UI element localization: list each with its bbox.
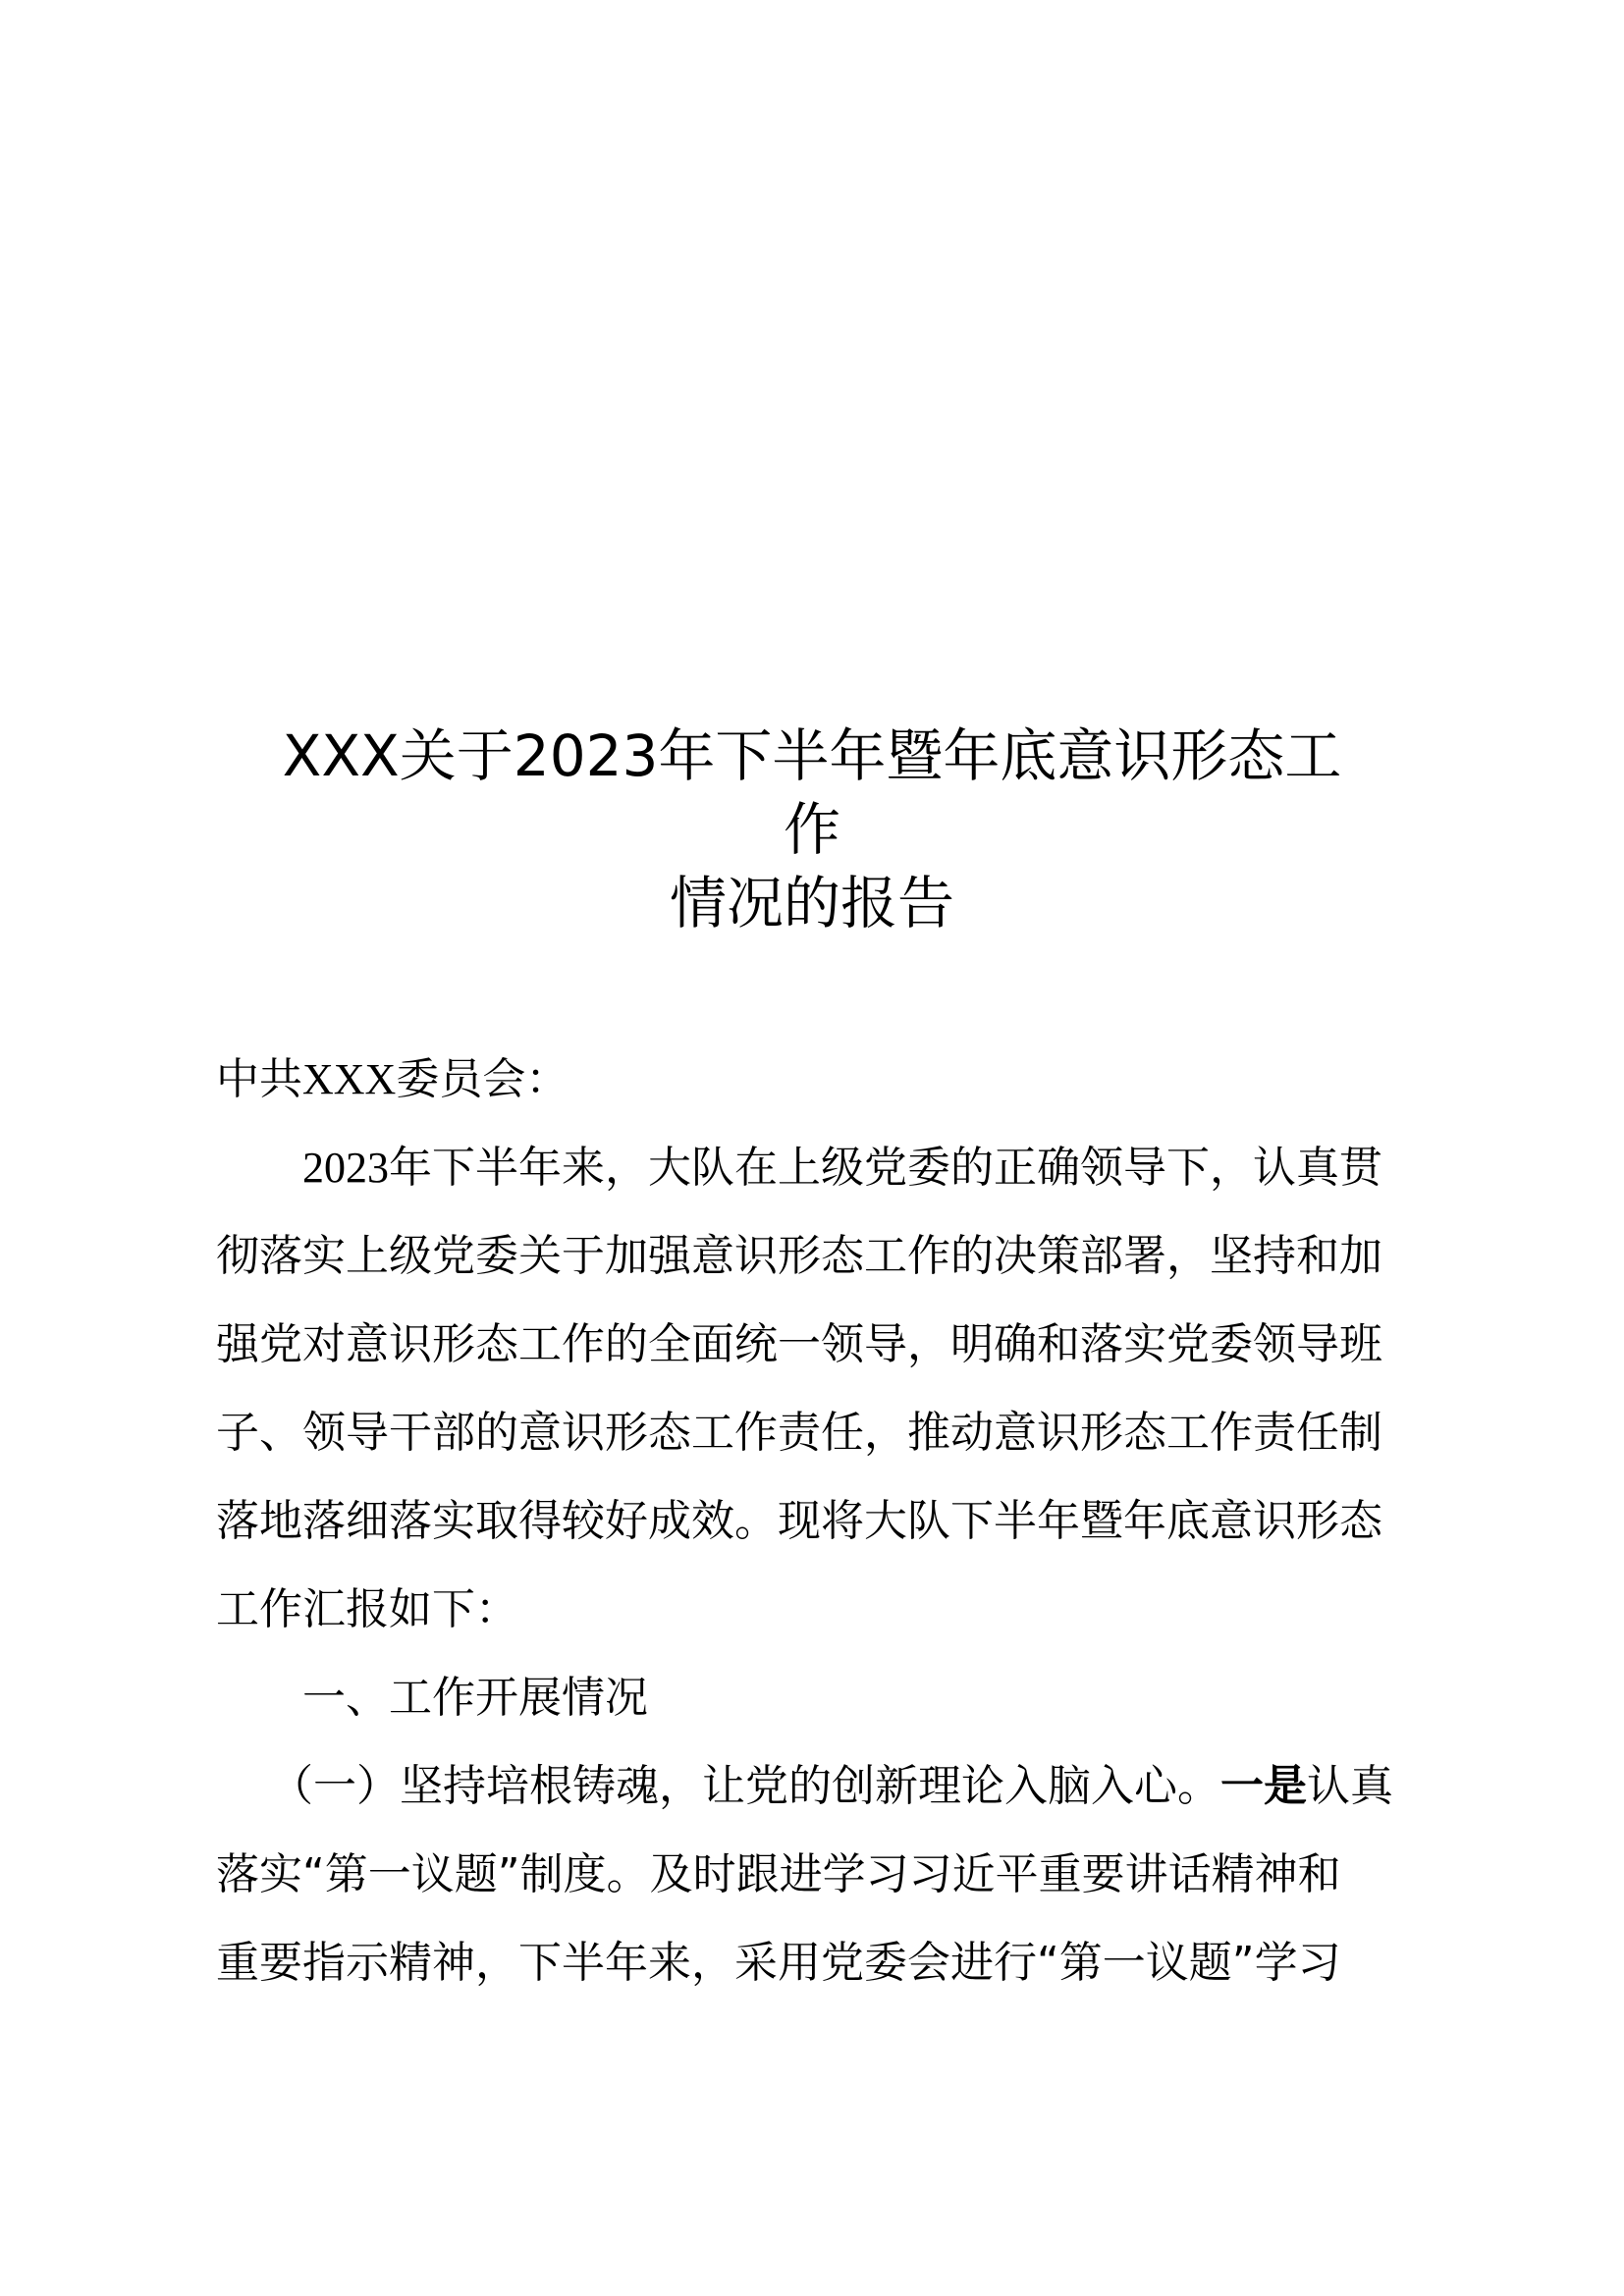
section-1-heading: 一、工作开展情况 xyxy=(302,1673,648,1723)
paragraph-1-line-2: 彻落实上级党委关于加强意识形态工作的决策部署，坚持和加 xyxy=(216,1231,1382,1281)
document-title-line-1: XXX关于2023年下半年暨年底意识形态工 xyxy=(282,722,1342,789)
subsection-1-heading: （一）坚持培根铸魂，让党的创新理论入脑入心。 xyxy=(270,1761,1220,1811)
salutation-prefix: 中共 xyxy=(216,1054,302,1104)
salutation-org-code: XXX xyxy=(302,1055,397,1103)
paragraph-1-line-4: 子、领导干部的意识形态工作责任，推动意识形态工作责任制 xyxy=(216,1408,1382,1458)
salutation-suffix: 委员会： xyxy=(396,1054,569,1104)
paragraph-1-line-1-text: 年下半年来，大队在上级党委的正确领导下，认真贯 xyxy=(389,1143,1382,1193)
subsection-1-line-1-text: 认真 xyxy=(1307,1761,1393,1811)
paragraph-1-line-1 xyxy=(302,1139,1500,1198)
subsection-1-line-1 xyxy=(270,1757,1468,1816)
paragraph-1-year: 2023 xyxy=(302,1144,389,1192)
salutation xyxy=(216,1050,1414,1109)
document-title-line-2: 作 xyxy=(783,796,840,863)
subsection-1-line-2: 落实“第一议题”制度。及时跟进学习习近平重要讲话精神和 xyxy=(216,1849,1341,1899)
subsection-1-emphasis: 一是 xyxy=(1220,1761,1307,1811)
paragraph-1-line-3: 强党对意识形态工作的全面统一领导，明确和落实党委领导班 xyxy=(216,1319,1382,1369)
subsection-1-line-3: 重要指示精神，下半年来，采用党委会进行“第一议题”学习 xyxy=(216,1938,1341,1988)
paragraph-1-line-6: 工作汇报如下： xyxy=(216,1584,518,1634)
document-title-line-3: 情况的报告 xyxy=(669,870,954,936)
paragraph-1-line-5: 落地落细落实取得较好成效。现将大队下半年暨年底意识形态 xyxy=(216,1496,1382,1546)
